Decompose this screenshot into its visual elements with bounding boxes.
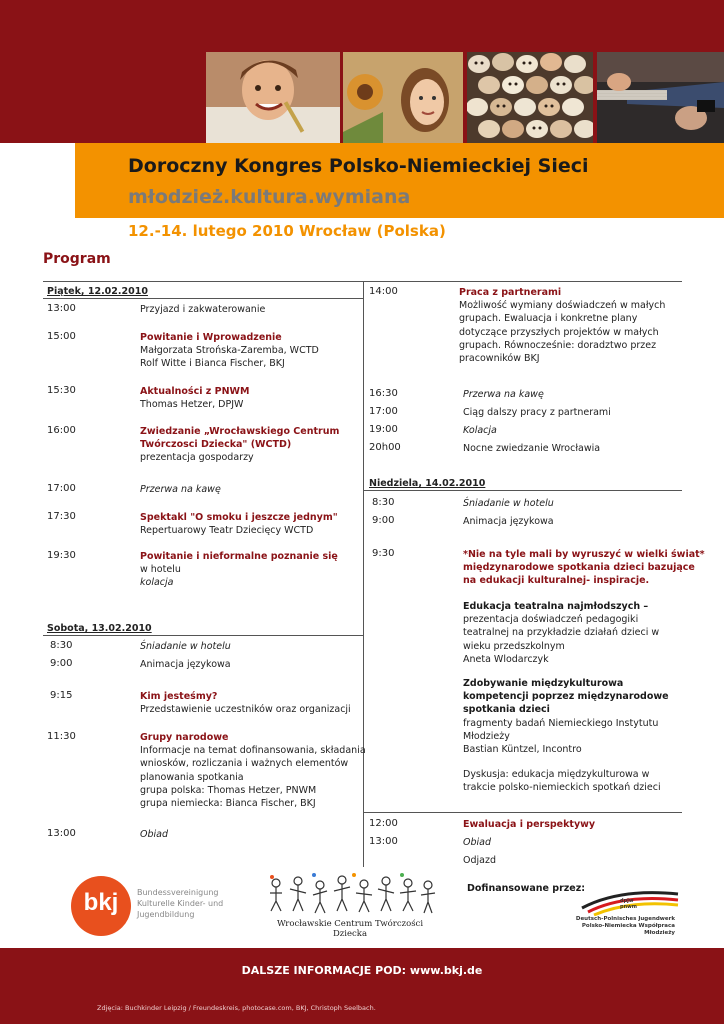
agenda-title: Praca z partnerami [459,287,562,298]
time: 16:00 [47,425,76,436]
time: 13:00 [47,303,76,314]
agenda-text: kolacja [140,577,174,589]
agenda-text: Aneta Wlodarczyk [463,653,549,665]
agenda-text: prezentacja doświadczeń pedagogiki [463,614,639,626]
agenda-text: Repertuarowy Teatr Dziecięcy WCTD [140,525,314,537]
agenda-text: Nocne zwiedzanie Wrocławia [463,443,601,454]
agenda-text: Obiad [140,829,168,840]
dpjw-text-line: Deutsch-Polnisches Jugendwerk [575,916,675,922]
agenda-text: grupach. Równocześnie: doradztwo przez [459,339,657,351]
dpjw-logo [580,886,680,916]
time: 11:30 [47,731,76,742]
agenda-item [463,442,600,455]
agenda-item [140,550,338,590]
agenda-item [140,828,168,841]
agenda-text: wieku przedszkolnym [463,640,565,652]
agenda-item [463,600,659,666]
funded-label: Dofinansowane przez: [467,883,586,894]
agenda-subtitle: Edukacja teatralna najmłodszych – [463,601,649,612]
time: 8:30 [372,497,395,508]
bkj-text-line: Kulturelle Kinder- und [137,899,224,908]
page-title: Doroczny Kongres Polsko-Niemieckiej Sieci [128,155,589,177]
bkj-text-line: Jugendbildung [137,910,195,919]
agenda-text: prezentacja gospodarzy [140,452,254,464]
dpjw-mark: pnwm [620,904,637,910]
agenda-subtitle: Zdobywanie międzykulturowa [463,678,624,689]
agenda-item [140,425,339,465]
agenda-item [463,424,497,437]
agenda-text: Możliwość wymiany doświadczeń w małych [459,300,666,312]
time: 19:30 [47,550,76,561]
agenda-item [463,818,595,831]
agenda-item [140,303,265,316]
agenda-text: Małgorzata Strońska-Zaremba, WCTD [140,345,319,357]
time: 13:00 [369,836,398,847]
agenda-text: Dyskusja: edukacja międzykulturowa w [463,769,650,780]
more-info-link[interactable]: DALSZE INFORMACJE POD: www.bkj.de [241,964,483,977]
bkj-text-line: Bundessvereinigung [137,888,219,897]
agenda-title: Kim jesteśmy? [140,691,218,702]
agenda-subtitle: kompetencji poprzez międzynarodowe [463,691,669,703]
time: 12:00 [369,818,398,829]
agenda-text: Animacja językowa [463,516,554,527]
time: 19:00 [369,424,398,435]
photo-child-drawing [206,52,340,143]
time: 9:00 [372,515,395,526]
agenda-text: Śniadanie w hotelu [463,498,554,509]
agenda-text: teatralnej na przykładzie działań dzieci w [463,627,660,639]
day-label-friday: Piątek, 12.02.2010 [47,286,148,297]
agenda-text: Odjazd [463,855,496,866]
bkj-logo [70,875,132,937]
time: 17:30 [47,511,76,522]
agenda-title: na edukacji kulturalnej- inspiracje. [463,575,650,587]
dpjw-text-line: Polsko-Niemiecka Współpraca Młodzieży [581,923,675,936]
agenda-title: Aktualności z PNWM [140,386,250,397]
agenda-text: Ciąg dalszy pracy z partnerami [463,407,611,418]
agenda-text: Bastian Küntzel, Incontro [463,744,582,756]
agenda-item [140,690,351,716]
agenda-text: pracowników BKJ [459,353,540,365]
agenda-text: Śniadanie w hotelu [140,641,231,652]
agenda-text: grupa polska: Thomas Hetzer, PNWM [140,784,317,796]
agenda-text: Thomas Hetzer, DPJW [140,399,244,411]
time: 15:00 [47,331,76,342]
event-dates: 12.-14. lutego 2010 Wrocław (Polska) [128,222,446,240]
photo-girl [343,52,463,143]
agenda-title: Ewaluacja i perspektywy [463,819,596,830]
agenda-title: *Nie na tyle mali by wyruszyć w wielki świat* [463,549,705,560]
wctd-logo [262,871,438,939]
time: 17:00 [369,406,398,417]
agenda-title: Grupy narodowe [140,732,229,743]
agenda-text: trakcie polsko-niemieckich spotkań dzieci [463,782,661,794]
time: 14:00 [369,286,398,297]
agenda-item [140,385,249,411]
agenda-text: Informacje na temat dofinansowania, składania [140,745,366,757]
time: 20h00 [369,442,401,453]
agenda-item [463,406,611,419]
agenda-item [463,388,544,401]
time: 15:30 [47,385,76,396]
day-label-sunday: Niedziela, 14.02.2010 [369,478,486,489]
agenda-text: Obiad [463,837,491,848]
day-label-saturday: Sobota, 13.02.2010 [47,623,152,634]
agenda-text: Kolacja [463,425,497,436]
agenda-item [463,548,705,588]
agenda-title: Powitanie i nieformalne poznanie się [140,551,338,562]
agenda-subtitle: spotkania dzieci [463,704,550,716]
agenda-text: Rolf Witte i Bianca Fischer, BKJ [140,358,285,370]
agenda-text: wniosków, rozliczania i ważnych elementów [140,758,349,770]
agenda-item [459,286,665,365]
agenda-title: Twórczosci Dziecka" (WCTD) [140,439,292,451]
time: 8:30 [50,640,73,651]
footer-band [0,948,724,1024]
agenda-text: planowania spotkania [140,771,244,783]
dpjw-mark: dpjw [620,898,634,904]
agenda-item [140,483,221,496]
agenda-text: grupach. Ewaluacja i konkretne plany [459,313,638,325]
day-rule [43,635,363,636]
agenda-item [463,515,554,528]
photo-painted-stones [467,52,593,143]
time: 9:30 [372,548,395,559]
agenda-item [463,768,661,794]
agenda-item [140,511,338,537]
page-subtitle: młodzież.kultura.wymiana [128,186,411,208]
time: 9:15 [50,690,73,701]
agenda-item [463,836,491,849]
agenda-title: Zwiedzanie „Wrocławskiego Centrum [140,426,340,437]
session-rule [364,812,682,813]
agenda-item [463,677,669,756]
time: 16:30 [369,388,398,399]
day-rule [43,298,363,299]
agenda-text: Przerwa na kawę [463,389,544,400]
agenda-text: fragmenty badań Niemieckiego Instytutu [463,717,659,729]
agenda-item [140,658,231,671]
photo-guitar [597,52,724,143]
agenda-text: dotyczące przyszłych projektów w małych [459,326,659,338]
wctd-text: Wrocławskie Centrum Twórczości Dziecka [276,919,424,939]
agenda-text: Przerwa na kawę [140,484,221,495]
bkj-text [137,887,223,920]
bkj-logo-mark: bkj [83,889,119,916]
time: 17:00 [47,483,76,494]
program-heading: Program [43,251,111,267]
agenda-text: Przyjazd i zakwaterowanie [140,304,266,315]
agenda-item [140,731,366,810]
time: 9:00 [50,658,73,669]
photo-credits: Zdjęcia: Buchkinder Leipzig / Freundeskreis, photocase.com, BKJ, Christoph Seelbach. [97,1004,376,1012]
agenda-item [463,854,496,867]
agenda-text: Młodzieży [463,730,510,742]
agenda-text: Animacja językowa [140,659,231,670]
agenda-item [463,497,554,510]
dpjw-text [560,916,675,937]
day-rule [364,490,682,491]
agenda-item [140,331,319,371]
agenda-title: międzynarodowe spotkania dzieci bazujące [463,562,695,574]
agenda-title: Spektakl "O smoku i jeszcze jednym" [140,512,338,523]
agenda-text: w hotelu [140,564,181,576]
agenda-title: Powitanie i Wprowadzenie [140,332,282,343]
time: 13:00 [47,828,76,839]
agenda-text: grupa niemiecka: Bianca Fischer, BKJ [140,798,316,810]
agenda-item [140,640,231,653]
agenda-text: Przedstawienie uczestników oraz organizacji [140,704,351,716]
